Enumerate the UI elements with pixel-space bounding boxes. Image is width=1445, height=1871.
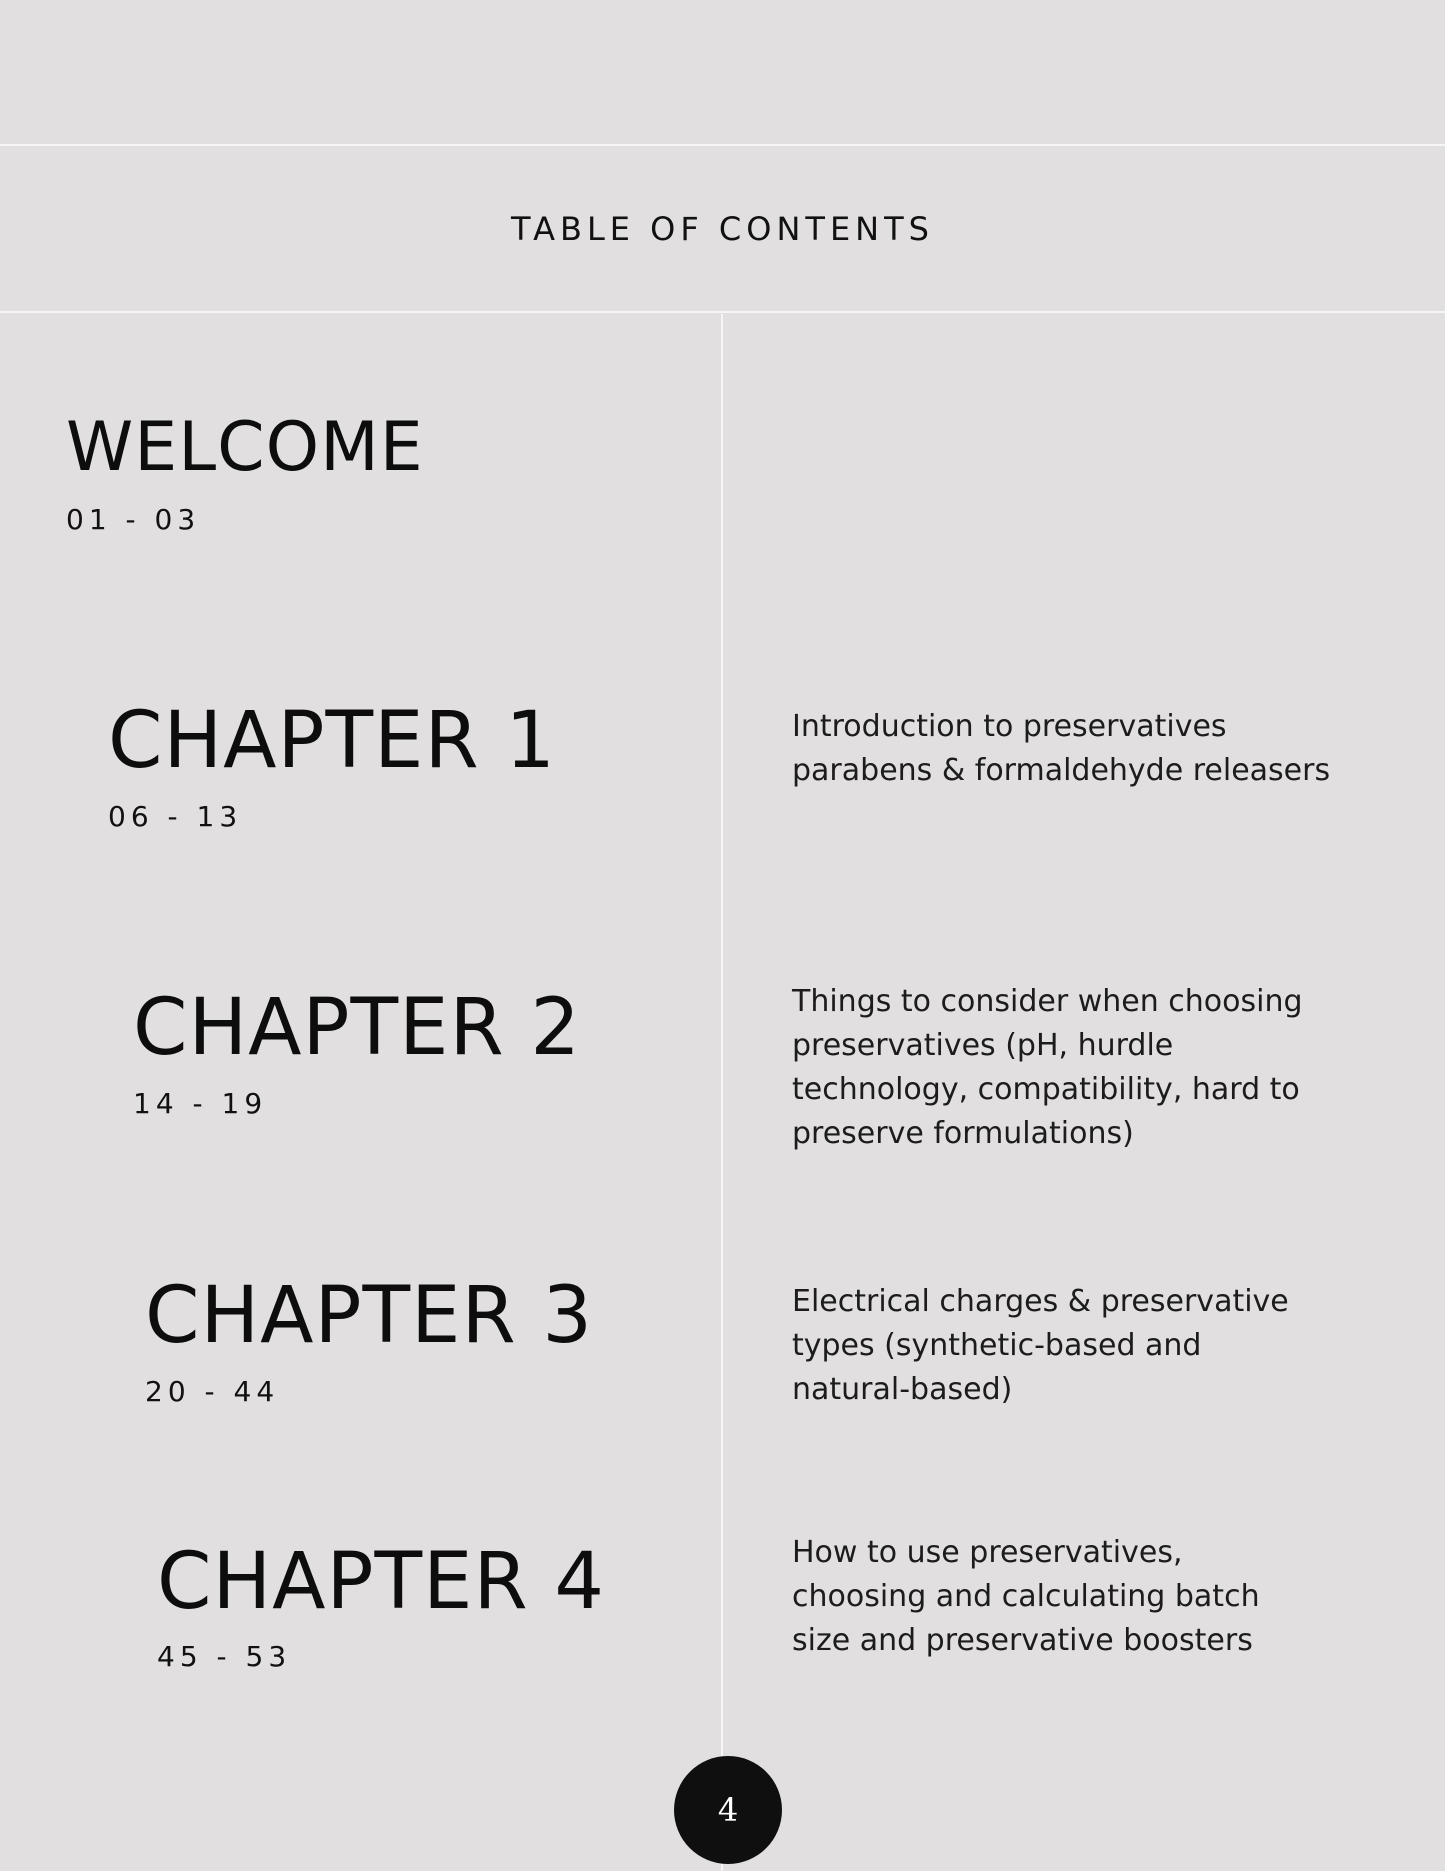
- chapter-1-description: [792, 705, 1392, 793]
- chapter-4-description: [792, 1531, 1392, 1663]
- chapter-3-description: [792, 1280, 1392, 1412]
- chapter-2-title[interactable]: CHAPTER 2: [133, 983, 582, 1073]
- column-divider: [721, 314, 723, 1871]
- chapter-4-description-line: size and preservative boosters: [792, 1623, 1253, 1658]
- chapter-4-description-line: choosing and calculating batch: [792, 1579, 1260, 1614]
- chapter-3-description-line: natural-based): [792, 1372, 1013, 1407]
- chapter-2-description-line: preservatives (pH, hurdle: [792, 1028, 1174, 1063]
- chapter-3-pages: 20 - 44: [145, 1375, 280, 1408]
- chapter-4-pages: 45 - 53: [157, 1640, 292, 1673]
- chapter-4-title[interactable]: CHAPTER 4: [157, 1537, 606, 1627]
- page-title: TABLE OF CONTENTS: [511, 210, 934, 248]
- chapter-2-pages: 14 - 19: [133, 1087, 268, 1120]
- chapter-2-description-line: technology, compatibility, hard to: [792, 1072, 1300, 1107]
- chapter-1-description-line: parabens & formaldehyde releasers: [792, 753, 1331, 788]
- chapter-3-description-line: types (synthetic-based and: [792, 1328, 1202, 1363]
- welcome-pages: 01 - 03: [66, 503, 201, 536]
- chapter-1-title[interactable]: CHAPTER 1: [108, 696, 557, 786]
- chapter-2-description: [792, 980, 1392, 1156]
- page-number-badge: 4: [674, 1756, 782, 1864]
- header-bottom-divider: [0, 311, 1445, 313]
- chapter-4-description-line: How to use preservatives,: [792, 1535, 1183, 1570]
- chapter-3-description-line: Electrical charges & preservative: [792, 1284, 1289, 1319]
- welcome-title[interactable]: WELCOME: [66, 408, 424, 487]
- chapter-1-description-line: Introduction to preservatives: [792, 709, 1227, 744]
- top-divider: [0, 144, 1445, 146]
- chapter-2-description-line: Things to consider when choosing: [792, 984, 1303, 1019]
- chapter-2-description-line: preserve formulations): [792, 1116, 1134, 1151]
- chapter-3-title[interactable]: CHAPTER 3: [145, 1271, 594, 1361]
- chapter-1-pages: 06 - 13: [108, 800, 243, 833]
